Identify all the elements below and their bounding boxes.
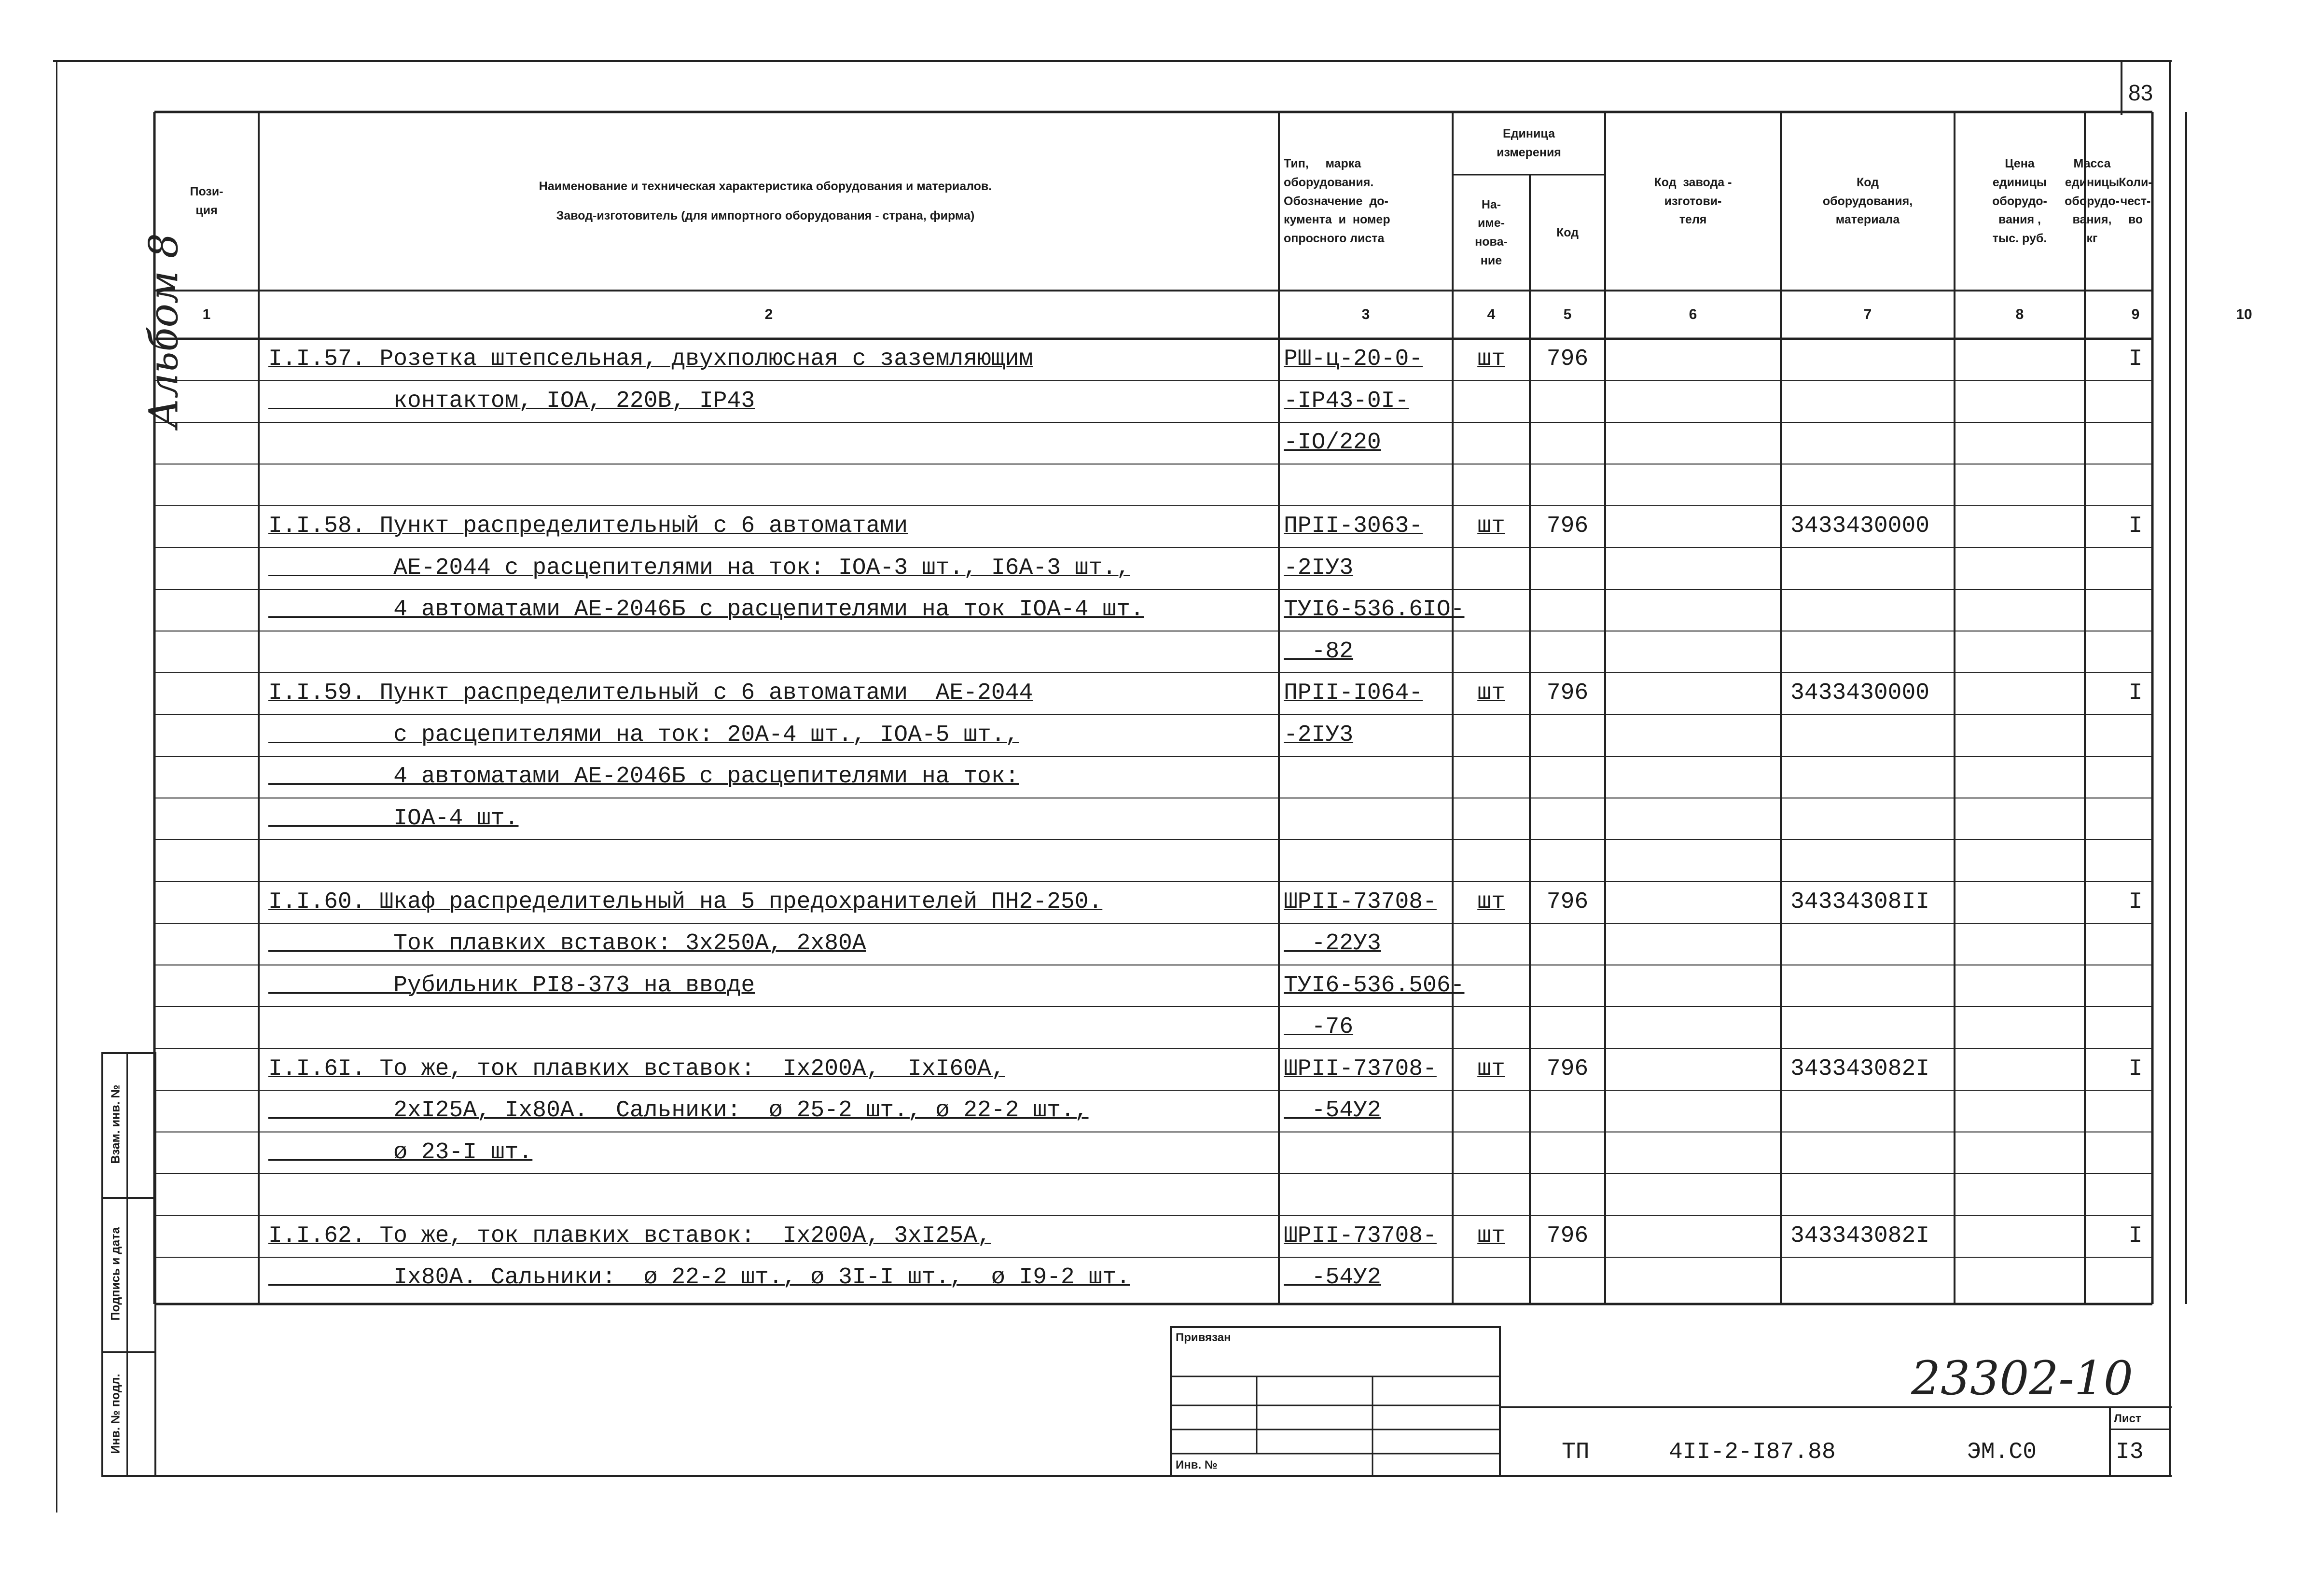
row-code <box>1534 1096 1601 1125</box>
row-qty <box>2090 721 2181 749</box>
row-qty <box>2090 762 2181 791</box>
row-desc: I.I.57. Розетка штепсельная, двухполюсная с заземляющим <box>268 346 1033 372</box>
row-type: РШ-ц-20-0- <box>1284 346 1423 372</box>
row-desc: Iх80А. Сальники: ø 22-2 шт., ø 3I-I шт., ø I9-2 шт. <box>268 1264 1130 1291</box>
row-unit: шт <box>1477 680 1505 706</box>
row-code: 796 <box>1546 513 1589 539</box>
row-unit: шт <box>1477 1055 1505 1082</box>
header-type: Тип, марка оборудования. Обозначение до- кумента и номер опросного листа <box>1284 157 1390 246</box>
page-number: 83 <box>2128 80 2153 105</box>
row-qty: I <box>2128 680 2143 706</box>
column-number: 7 <box>1863 306 1872 322</box>
row-code <box>1534 721 1601 749</box>
column-number: 6 <box>1689 306 1697 322</box>
row-qty: I <box>2128 513 2143 539</box>
album-label: Альбом 8 <box>141 233 187 429</box>
row-type: -22У3 <box>1284 930 1381 957</box>
row-unit <box>1457 1138 1525 1167</box>
header-position: Пози- ция <box>190 185 223 217</box>
column-number: 3 <box>1361 306 1370 322</box>
handwritten-doc-number: 23302-10 <box>1911 1351 2133 1405</box>
row-code: 796 <box>1546 346 1589 372</box>
row-unit: шт <box>1477 513 1505 539</box>
sheet-label: Лист <box>2114 1412 2141 1425</box>
header-mass: Масса единицы оборудо- вания, кг <box>2065 157 2120 246</box>
row-code <box>1534 637 1601 666</box>
row-qty: I <box>2128 346 2143 372</box>
row-desc: Рубильник РI8-373 на вводе <box>268 972 755 999</box>
row-unit <box>1457 595 1525 624</box>
stamp-podpis-data: Подпись и дата <box>109 1227 123 1321</box>
row-code <box>1534 971 1601 1000</box>
stamp-inv-podl: Инв. № подл. <box>109 1374 123 1454</box>
tb-sheet-left <box>2109 1406 2111 1477</box>
row-unit <box>1457 428 1525 457</box>
row-unit <box>1457 804 1525 833</box>
privyazan-label: Привязан <box>1176 1331 1231 1344</box>
row-type: ШРII-73708- <box>1284 888 1437 915</box>
row-code: 796 <box>1546 888 1589 915</box>
row-qty: I <box>2128 1055 2143 1082</box>
row-code <box>1534 1138 1601 1167</box>
row-desc: 2хI25А, Iх80А. Сальники: ø 25-2 шт., ø 22-2 шт., <box>268 1097 1089 1124</box>
row-qty <box>2090 1096 2181 1125</box>
column-number: 9 <box>2131 306 2140 322</box>
row-equip: 3433430000 <box>1790 680 1930 706</box>
spec-table <box>154 112 2252 1304</box>
column-number: 5 <box>1563 306 1572 322</box>
row-code: 796 <box>1546 680 1589 706</box>
row-qty <box>2090 1013 2181 1041</box>
inv-no-label: Инв. № <box>1176 1458 1218 1471</box>
row-qty <box>2090 1180 2181 1208</box>
column-number: 10 <box>2236 306 2252 322</box>
row-unit <box>1457 1013 1525 1041</box>
row-code <box>1534 387 1601 416</box>
row-qty <box>2090 929 2181 958</box>
row-unit <box>1457 971 1525 1000</box>
row-unit <box>1457 846 1525 874</box>
doc-number: 4II-2-I87.88 <box>1669 1439 1836 1465</box>
header-equip-code: Код оборудования, материала <box>1822 175 1913 227</box>
row-code: 796 <box>1546 1055 1589 1082</box>
row-qty <box>2090 804 2181 833</box>
row-unit <box>1457 721 1525 749</box>
stamp-inner-2 <box>154 1052 156 1477</box>
row-desc: I.I.6I. То же, ток плавких вставок: Iх200А, IхI60А, <box>268 1055 1005 1082</box>
stamp-inner-1 <box>126 1052 128 1477</box>
row-qty <box>2090 554 2181 583</box>
row-equip: 343343082I <box>1790 1055 1930 1082</box>
row-desc: I.I.60. Шкаф распределительный на 5 предохранителей ПН2-250. <box>268 888 1103 915</box>
row-code <box>1534 846 1601 874</box>
row-desc: I.I.58. Пункт распределительный с 6 автоматами <box>268 513 908 539</box>
row-type: ШРII-73708- <box>1284 1222 1437 1249</box>
row-type: -2IУ3 <box>1284 722 1354 748</box>
row-qty <box>2090 637 2181 666</box>
column-number: 4 <box>1487 306 1496 322</box>
row-code <box>1534 929 1601 958</box>
row-desc: I.I.59. Пункт распределительный с 6 автоматами АЕ-2044 <box>268 680 1033 706</box>
row-type: -82 <box>1284 638 1354 665</box>
row-code <box>1534 762 1601 791</box>
row-type: ШРII-73708- <box>1284 1055 1437 1082</box>
row-qty <box>2090 971 2181 1000</box>
row-code <box>1534 470 1601 499</box>
row-type: -IР43-0I- <box>1284 388 1409 414</box>
row-code <box>1534 804 1601 833</box>
column-number: 8 <box>2015 306 2024 322</box>
header-unit-code: Код <box>1556 225 1579 239</box>
stamp-sep-1 <box>101 1197 156 1199</box>
row-desc: 4 автоматами АЕ-2046Б с расцепителями на ток: <box>268 763 1019 790</box>
header-maker-code: Код завода - изготови- теля <box>1654 175 1732 227</box>
row-type: ПРII-3063- <box>1284 513 1423 539</box>
row-unit <box>1457 1180 1525 1208</box>
stamp-bottom <box>101 1475 2172 1477</box>
tb-main-top <box>1501 1406 2172 1408</box>
row-code <box>1534 1013 1601 1041</box>
row-unit <box>1457 637 1525 666</box>
privyazan-grid <box>1170 1326 1501 1477</box>
row-desc: I.I.62. То же, ток плавких вставок: Iх200А, 3хI25А, <box>268 1222 991 1249</box>
outer-frame-top <box>53 60 2172 62</box>
row-code: 796 <box>1546 1222 1589 1249</box>
row-type: -54У2 <box>1284 1264 1381 1291</box>
row-type: ТУI6-536.506- <box>1284 972 1465 999</box>
stamp-vzam-inv: Взам. инв. № <box>109 1084 123 1164</box>
header-unit-name: На- име- нова- ние <box>1475 197 1508 267</box>
doc-type: ТП <box>1562 1439 1590 1465</box>
row-unit <box>1457 1096 1525 1125</box>
row-unit <box>1457 387 1525 416</box>
row-unit <box>1457 554 1525 583</box>
row-type: ПРII-I064- <box>1284 680 1423 706</box>
row-desc: 4 автоматами АЕ-2046Б с расцепителями на ток IОА-4 шт. <box>268 597 1144 623</box>
row-qty <box>2090 1263 2181 1292</box>
row-type: -2IУ3 <box>1284 555 1354 581</box>
row-unit <box>1457 1263 1525 1292</box>
row-qty <box>2090 595 2181 624</box>
header-price: Цена единицы оборудо- вания , тыс. руб. <box>1992 157 2047 246</box>
tb-sheet-sep <box>2109 1429 2171 1430</box>
header-name: Наименование и техническая характеристика оборудования и материалов. Завод-изготовитель (для импортного оборудования - страна, фирма) <box>539 180 992 222</box>
stamp-outer-left <box>101 1052 103 1477</box>
row-unit: шт <box>1477 888 1505 915</box>
row-code <box>1534 1180 1601 1208</box>
row-code <box>1534 554 1601 583</box>
row-code <box>1534 428 1601 457</box>
row-unit: шт <box>1477 346 1505 372</box>
row-type: -76 <box>1284 1014 1354 1040</box>
column-number: 2 <box>764 306 773 322</box>
row-equip: 34334308II <box>1790 888 1930 915</box>
row-qty <box>2090 846 2181 874</box>
row-equip: 343343082I <box>1790 1222 1930 1249</box>
row-qty <box>2090 470 2181 499</box>
row-type: -54У2 <box>1284 1097 1381 1124</box>
row-qty: I <box>2128 888 2143 915</box>
row-unit: шт <box>1477 1222 1505 1249</box>
row-desc: IОА-4 шт. <box>268 805 519 832</box>
row-desc: с расцепителями на ток: 20А-4 шт., IОА-5 шт., <box>268 722 1019 748</box>
row-desc: Ток плавких вставок: 3х250А, 2х80А <box>268 930 866 957</box>
row-unit <box>1457 929 1525 958</box>
stamp-sep-2 <box>101 1351 156 1353</box>
stamp-top <box>101 1052 156 1054</box>
row-desc: контактом, IОА, 220В, IР43 <box>268 388 755 414</box>
row-qty <box>2090 387 2181 416</box>
row-code <box>1534 1263 1601 1292</box>
row-type: -IО/220 <box>1284 430 1381 456</box>
doc-mark: ЭМ.С0 <box>1967 1439 2037 1465</box>
row-qty <box>2090 428 2181 457</box>
header-qty: Коли- чест- во <box>2119 175 2152 227</box>
sheet-number: I3 <box>2116 1439 2144 1465</box>
row-unit <box>1457 470 1525 499</box>
row-unit <box>1457 762 1525 791</box>
row-code <box>1534 595 1601 624</box>
row-desc: АЕ-2044 с расцепителями на ток: IОА-3 шт., I6А-3 шт., <box>268 555 1130 581</box>
row-equip: 3433430000 <box>1790 513 1930 539</box>
row-qty: I <box>2128 1222 2143 1249</box>
privyazan-block <box>1170 1326 1501 1477</box>
row-type: ТУI6-536.6IО- <box>1284 597 1465 623</box>
column-number: 1 <box>202 306 211 322</box>
outer-frame-left <box>56 60 57 1513</box>
header-unit: Единица измерения <box>1497 127 1561 159</box>
page-num-box-left <box>2121 62 2122 115</box>
row-desc: ø 23-I шт. <box>268 1139 533 1166</box>
row-qty <box>2090 1138 2181 1167</box>
